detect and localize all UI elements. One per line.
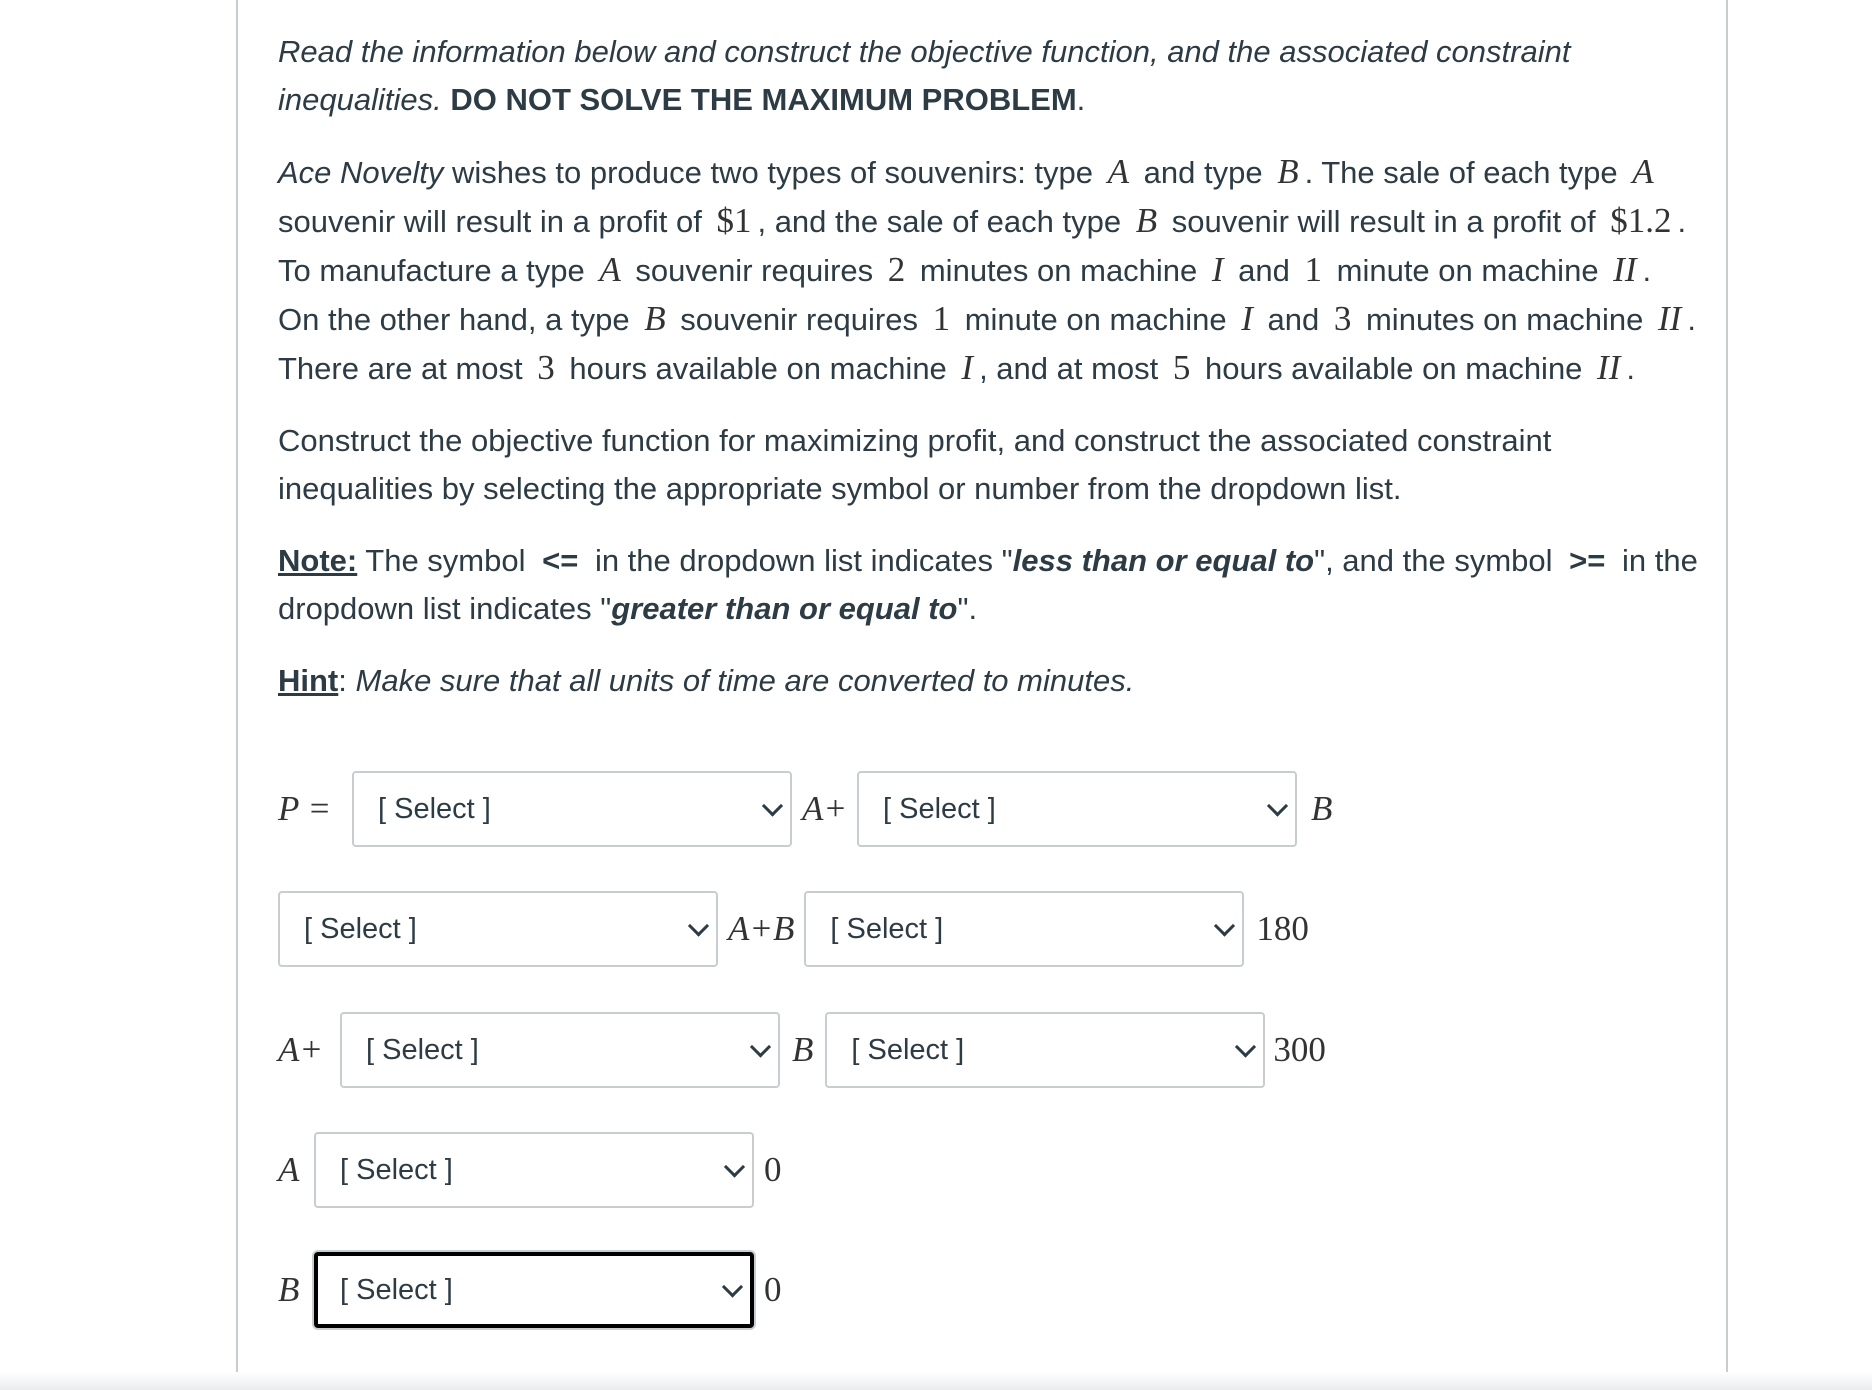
constraint2-coef-b-select[interactable]: [ Select ] bbox=[340, 1012, 780, 1088]
content-border-right bbox=[1726, 0, 1728, 1390]
profit-b: $1.2 bbox=[1610, 201, 1672, 240]
problem-paragraph: Ace Novelty wishes to produce two types of souvenirs: type A and type B . The sale of each type A souvenir will result in a profit of $1 , and the sale of each type B souvenir will result in a profit of $1.2 . To manufacture a type A souvenir requires 2 minutes on machine I and 1 minute on machine II . On the other hand, a type B souvenir requires 1 minute on machine I and 3 minutes on machine II . There are at most 3 hours available on machine I , and at most 5 hours available on machine II . bbox=[278, 152, 1696, 387]
company-name: Ace Novelty bbox=[278, 155, 444, 190]
constraint2-inequality-select[interactable]: [ Select ] bbox=[825, 1012, 1265, 1088]
note-paragraph: Note: The symbol <= in the dropdown list indicates "less than or equal to", and the symbol >= in the dropdown list indicates "greater than or equal to". bbox=[278, 543, 1698, 626]
chevron-down-icon bbox=[762, 795, 783, 816]
bottom-shadow bbox=[0, 1372, 1872, 1390]
intro-italic-text: Read the information below and construct the objective function, and the associated constraint inequalities. bbox=[278, 34, 1571, 117]
chevron-down-icon bbox=[724, 1156, 745, 1177]
objective-coef-a-select[interactable]: [ Select ] bbox=[352, 771, 792, 847]
hint-paragraph: Hint: Make sure that all units of time are converted to minutes. bbox=[278, 663, 1135, 698]
intro-paragraph: Read the information below and construct the objective function, and the associated constraint inequalities. DO NOT SOLVE THE MAXIMUM PROBLEM. bbox=[278, 34, 1571, 117]
chevron-down-icon bbox=[1235, 1036, 1256, 1057]
intro-bold-text: DO NOT SOLVE THE MAXIMUM PROBLEM bbox=[450, 82, 1077, 117]
constraint1-inequality-select[interactable]: [ Select ] bbox=[804, 891, 1244, 967]
constraint-machine-2-row: A+ [ Select ] B [ Select ] 300 bbox=[278, 1012, 1326, 1088]
question-content bbox=[278, 28, 1698, 729]
nonnegativity-a-select[interactable]: [ Select ] bbox=[314, 1132, 754, 1208]
content-border-left bbox=[236, 0, 238, 1390]
note-label: Note: bbox=[278, 543, 358, 578]
hint-label: Hint bbox=[278, 663, 339, 698]
objective-coef-b-select[interactable]: [ Select ] bbox=[857, 771, 1297, 847]
chevron-down-icon bbox=[1214, 915, 1235, 936]
chevron-down-icon bbox=[1267, 795, 1288, 816]
objective-function-row: P = [ Select ] A+ [ Select ] B bbox=[278, 771, 1332, 847]
profit-a: $1 bbox=[716, 201, 752, 240]
chevron-down-icon bbox=[750, 1036, 771, 1057]
chevron-down-icon bbox=[722, 1276, 743, 1297]
constraint1-coef-a-select[interactable]: [ Select ] bbox=[278, 891, 718, 967]
nonnegativity-b-row: B [ Select ] 0 bbox=[278, 1252, 782, 1328]
le-symbol: <= bbox=[542, 543, 579, 578]
constraint-machine-1-row: [ Select ] A+B [ Select ] 180 bbox=[278, 891, 1309, 967]
nonnegativity-a-row: A [ Select ] 0 bbox=[278, 1132, 782, 1208]
construct-paragraph: Construct the objective function for maximizing profit, and construct the associated constraint inequalities by selecting the appropriate symbol or number from the dropdown list. bbox=[278, 423, 1552, 506]
nonnegativity-b-select[interactable]: [ Select ] bbox=[314, 1252, 754, 1328]
chevron-down-icon bbox=[688, 915, 709, 936]
objective-lhs: P = bbox=[278, 789, 332, 828]
ge-symbol: >= bbox=[1569, 543, 1606, 578]
